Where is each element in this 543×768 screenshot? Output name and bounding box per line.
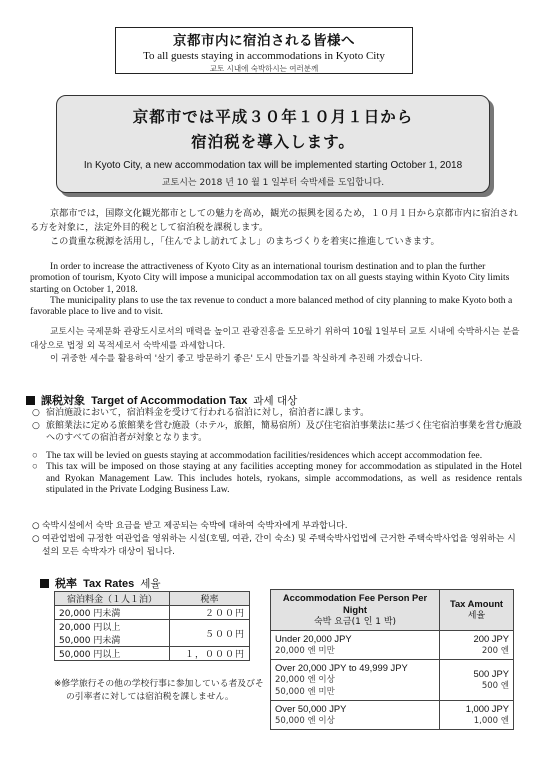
col-tax-header [440, 590, 514, 631]
intro-en [30, 261, 520, 317]
target-heading-ko: 과세 대상 [253, 395, 298, 407]
list-item [32, 461, 522, 495]
tax-cell [440, 701, 514, 730]
target-heading-en: Target of Accommodation Tax [91, 395, 248, 407]
target-bullets-ja [32, 407, 522, 445]
header-title-ja: 京都市内に宿泊される皆様へ [173, 33, 355, 49]
col-fee-header: 宿泊料金（１人１泊） [55, 592, 170, 606]
intro-ko-p1: 교토시는 국제문화 관광도시로서의 매력을 높이고 관광진흥을 도모하기 위하여 10월 1일부터 교토 시내에 숙박하시는 분을 대상으로 법정 외 목적세로서 숙박세를 과세합니다. [30, 327, 520, 351]
fee-line-2: 50,000 円未満 [59, 636, 121, 646]
table-row [55, 606, 250, 620]
list-item [32, 407, 522, 420]
tax-ko: 1,000 엔 [473, 716, 509, 726]
col2-en: Tax Amount [449, 598, 504, 609]
table-row [271, 701, 514, 730]
circle-bullet-icon: ○ [32, 420, 40, 431]
fee-cell [271, 701, 440, 730]
col1-en: Accommodation Fee Person Per Night [282, 592, 428, 615]
col1-ko: 숙박 요금(1 인 1 박) [313, 617, 397, 627]
fee-cell: 50,000 円以上 [55, 647, 170, 661]
intro-ja [30, 207, 520, 249]
banner-line2-ja: 宿泊税を導入します。 [191, 133, 355, 151]
rates-heading-ko: 세율 [140, 578, 161, 590]
fee-cell [271, 660, 440, 701]
banner-line1-ja: 京都市では平成３０年１０月１日から [132, 108, 414, 126]
tax-en: 200 JPY [473, 633, 509, 644]
tax-en: 1,000 JPY [465, 703, 509, 714]
rates-table-ja [54, 591, 250, 661]
list-item [32, 420, 522, 445]
circle-bullet-icon: ○ [32, 533, 40, 544]
tax-cell [440, 631, 514, 660]
fee-en: Under 20,000 JPY [275, 633, 352, 644]
tax-en: 500 JPY [473, 668, 509, 679]
rate-cell: １，０００円 [169, 647, 249, 661]
rates-table-en-ko [270, 589, 514, 730]
target-en-2: This tax will be imposed on those staying at any facilities accepting money for accommodation as stipulated in the Hotel and Ryokan Management Law. This includes hotels, ryokans, simple accommodations, as well as residence rentals stipulated in the Private Lodging Business Law. [46, 461, 522, 496]
target-bullets-ko [32, 520, 522, 558]
square-bullet-icon [26, 396, 35, 405]
list-item [32, 520, 522, 533]
target-ja-1: 宿泊施設において，宿泊料金を受けて行われる宿泊に対し，宿泊者に課します。 [46, 408, 370, 418]
intro-ko [30, 326, 520, 367]
rates-heading-ja: 税率 [55, 577, 77, 590]
intro-en-p1: In order to increase the attractiveness of Kyoto City as an international tourism destination and to plan the further promotion of tourism, Kyoto City will impose a municipal accommodation tax on all guests staying within Kyoto City limits starting on October 1, 2018. [30, 261, 510, 295]
fee-cell: 20,000 円未満 [55, 606, 170, 620]
header-title-ko: 교토 시내에 숙박하시는 여러분께 [209, 64, 319, 73]
fee-line-1: 20,000 円以上 [59, 623, 121, 633]
circle-bullet-icon: ○ [32, 450, 38, 461]
table-header-row [55, 592, 250, 606]
rate-cell: ５００円 [169, 620, 249, 647]
intro-en-p2: The municipality plans to use the tax revenue to conduct a more balanced method of city planning to make Kyoto both a favorable place to live and to visit. [30, 294, 513, 318]
rate-cell: ２００円 [169, 606, 249, 620]
announcement-banner [56, 95, 490, 193]
col-fee-header [271, 590, 440, 631]
header-box [115, 27, 413, 74]
target-ko-2: 여관업법에 규정한 여관업을 영위하는 시설(호텔, 여관, 간이 숙소) 및 주택숙박사업법에 근거한 주택숙박사업을 영위하는 시설의 모든 숙박자가 대상이 됩니다. [42, 533, 516, 557]
rates-heading-en: Tax Rates [83, 578, 135, 590]
table-row [55, 620, 250, 647]
table-row [271, 631, 514, 660]
fee-cell [55, 620, 170, 647]
table-row [271, 660, 514, 701]
table-header-row [271, 590, 514, 631]
tax-ko: 200 엔 [481, 646, 509, 656]
rates-note: ※修学旅行その他の学校行事に参加している者及びその引率者に対しては宿泊税を課しません。 [54, 679, 264, 702]
rates-heading [40, 575, 161, 591]
col2-ko: 세율 [467, 611, 486, 621]
tax-cell [440, 660, 514, 701]
circle-bullet-icon: ○ [32, 408, 40, 418]
tax-ko: 500 엔 [481, 681, 509, 691]
intro-ja-p1: 京都市では，国際文化観光都市としての魅力を高め，観光の振興を図るため，１０月１日から京都市内に宿泊される方を対象に，法定外目的税として宿泊税を課税します。 [30, 208, 518, 233]
list-item [32, 533, 522, 559]
fee-en: Over 20,000 JPY to 49,999 JPY [275, 662, 408, 673]
banner-line-en: In Kyoto City, a new accommodation tax will be implemented starting October 1, 2018 [83, 160, 463, 171]
banner-line-ko: 교토시는 2018 년 10 월 1 일부터 숙박세를 도입합니다. [161, 178, 385, 188]
fee-ko: 20,000 엔 이상 [275, 675, 335, 685]
target-heading-ja: 課税対象 [41, 394, 85, 407]
intro-ja-p2: この貴重な税源を活用し，「住んでよし訪れてよし」のまちづくりを着実に推進していきます。 [50, 236, 440, 247]
target-heading [26, 392, 297, 408]
table-row [55, 647, 250, 661]
circle-bullet-icon: ○ [32, 521, 40, 531]
fee-ko: 50,000 엔 이상 [275, 716, 335, 726]
fee-cell [271, 631, 440, 660]
target-ja-2: 旅館業法に定める旅館業を営む施設（ホテル，旅館，簡易宿所）及び住宅宿泊事業法に基づく住宅宿泊事業を営む施設へのすべての宿泊者が対象となります。 [46, 420, 522, 444]
square-bullet-icon [40, 579, 49, 588]
fee-en: Over 50,000 JPY [275, 703, 347, 714]
circle-bullet-icon: ○ [32, 461, 38, 473]
intro-ko-p2: 이 귀중한 세수를 활용하여 '살기 좋고 방문하기 좋은' 도시 만들기를 착실하게 추진해 가겠습니다. [50, 354, 423, 364]
target-ko-1: 숙박시설에서 숙박 요금을 받고 제공되는 숙박에 대하여 숙박자에게 부과합니다. [42, 521, 348, 531]
fee-ko: 20,000 엔 미만 [275, 646, 335, 656]
target-en-1: The tax will be levied on guests staying at accommodation facilities/residences which accept accommodation fee. [46, 450, 483, 461]
target-bullets-en [32, 450, 522, 496]
col-rate-header: 税率 [169, 592, 249, 606]
list-item [32, 450, 522, 461]
fee-ko-2: 50,000 엔 미만 [275, 687, 335, 697]
header-title-en: To all guests staying in accommodations in Kyoto City [143, 50, 385, 62]
